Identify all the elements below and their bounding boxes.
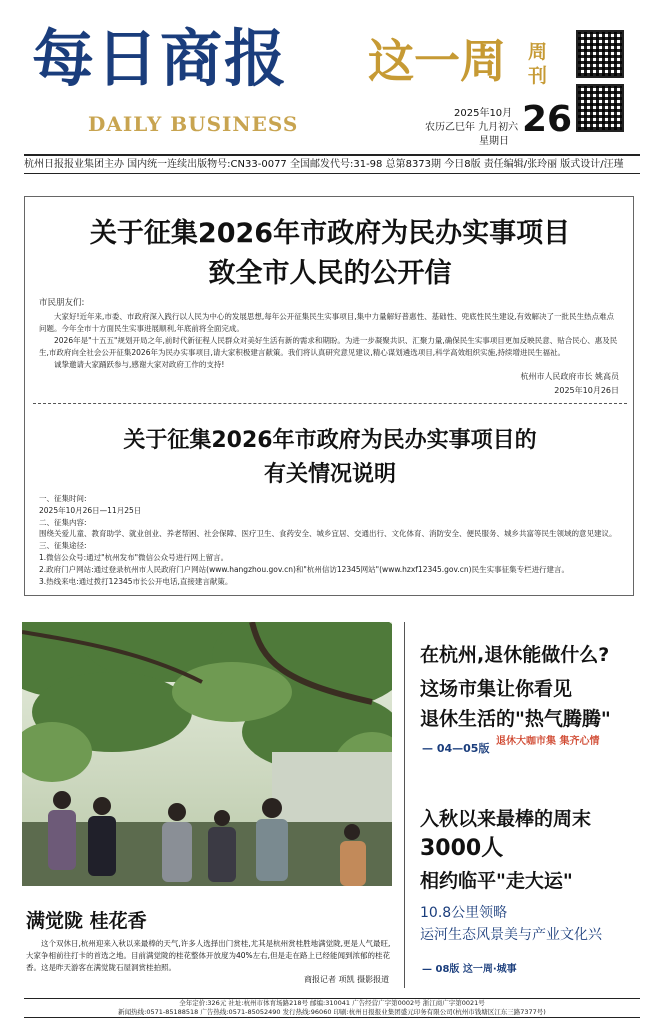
info-line: 二、征集内容: bbox=[39, 517, 87, 527]
story-2-headline: 3000人 bbox=[420, 836, 504, 861]
letter-signature: 杭州市人民政府市长 姚高员 bbox=[520, 372, 619, 381]
footer-line: 新闻热线:0571-85188518 广告热线:0571-85052490 发行热线:96060 印刷:杭州日报报业集团盛元印务有限公司(杭州市钱塘区江东三路7377号) bbox=[118, 1008, 546, 1016]
story-1-headline: 退休生活的"热气腾腾" bbox=[420, 708, 611, 730]
weekly-suffix: 周刊 bbox=[528, 41, 548, 87]
info-title: 关于征集2026年市政府为民办实事项目的 bbox=[123, 428, 537, 453]
story-2-headline: 入秋以来最棒的周末 bbox=[420, 808, 592, 830]
footer-line: 全年定价:326元 社址:杭州市体育场路218号 邮编:310041 广告经营广字第0002号 浙江商广字第0021号 bbox=[179, 999, 485, 1007]
info-line: 2.政府门户网站:通过登录杭州市人民政府门户网站(www.hangzhou.gov.cn)和"杭州信访12345网站"(www.hzxf12345.gov.cn)民生实事征集专栏进行建言。 bbox=[39, 564, 570, 574]
weekly-title: 这一周 bbox=[368, 34, 506, 88]
letter-paragraph: 诚挚邀请大家踊跃参与,感谢大家对政府工作的支持! bbox=[54, 360, 225, 369]
story-1-stamp: 退休大咖市集 集齐心情 bbox=[496, 736, 600, 747]
column-divider bbox=[404, 622, 405, 988]
info-body bbox=[39, 493, 621, 587]
photo-caption-body: 这个双休日,杭州迎来入秋以来最棒的天气,许多人选择出门赏桂,尤其是杭州赏桂胜地满觉陇,更是人气最旺,大家争相前往打卡的首选之地。目前满觉陇的桂花整体开放度为40%左右,但是走在路上已经能闻到浓郁的桂花香。这是昨天游客在满觉陇石屋洞赏桂拍照。 bbox=[26, 939, 391, 972]
weekday: 星期日 bbox=[479, 136, 509, 147]
footer bbox=[24, 998, 640, 1018]
info-subtitle: 有关情况说明 bbox=[263, 462, 396, 487]
letter-date: 2025年10月26日 bbox=[554, 386, 619, 395]
qr-code-icon bbox=[576, 84, 624, 132]
letter-paragraph: 大家好!近年来,市委、市政府深入践行以人民为中心的发展思想,每年公开征集民生实事项目,集中力量解好普惠性、基础性、兜底性民生建设,有效解决了一批民生热点难点问题。今年全市十方面民生实事进展顺利,年底前将全面完成。 bbox=[39, 312, 615, 333]
story-1-headline: 这场市集让你看见 bbox=[420, 678, 573, 700]
info-line: 3.热线来电:通过拨打12345市长公开电话,直接建言献策。 bbox=[39, 576, 233, 586]
story-2-headline: 相约临平"走大运" bbox=[420, 870, 573, 892]
letter-title: 关于征集2026年市政府为民办实事项目 bbox=[89, 218, 571, 249]
dashed-divider bbox=[33, 403, 627, 404]
info-line: 2025年10月26日—11月25日 bbox=[39, 505, 142, 515]
story-2-subhead: 运河生态风景美与产业文化兴 bbox=[420, 927, 602, 943]
photo-caption-title: 满觉陇 桂花香 bbox=[26, 910, 147, 932]
info-line: 一、征集时间: bbox=[39, 494, 87, 503]
masthead-english: DAILY BUSINESS bbox=[88, 112, 299, 136]
notice-box bbox=[24, 196, 634, 596]
letter-greeting: 市民朋友们: bbox=[39, 298, 85, 308]
qr-code-icon bbox=[576, 30, 624, 78]
info-line: 围绕关爱儿童、教育助学、就业创业、养老帮困、社会保障、医疗卫生、食药安全、城乡宜居、交通出行、文化体育、消防安全、便民服务、城乡共富等民生领域的意见建议。 bbox=[39, 529, 617, 539]
letter-subtitle: 致全市人民的公开信 bbox=[208, 258, 452, 289]
masthead-title: 每日商报 bbox=[32, 22, 289, 95]
story-2-subhead: 10.8公里领略 bbox=[420, 905, 508, 921]
story-1-headline: 在杭州,退休能做什么? bbox=[420, 644, 610, 666]
letter-body bbox=[39, 311, 621, 371]
info-line: 1.微信公众号:通过"杭州发布"微信公众号进行网上留言。 bbox=[39, 552, 229, 562]
day-number: 26 bbox=[522, 99, 573, 140]
info-line: 三、征集途径: bbox=[39, 541, 87, 551]
news-photo bbox=[22, 622, 392, 886]
photo-credit: 商报记者 项凯 摄影报道 bbox=[304, 975, 390, 984]
letter-paragraph: 2026年是"十五五"规划开局之年,前时代新征程人民群众对美好生活有新的需求和期盼。为进一步凝聚共识、汇聚力量,确保民生实事项目更加反映民意、贴合民心、惠及民生,市政府向全社会公开征集2026年为民办实事项目,请大家积极建言献策。我们将认真研究意见建议,精心谋划遴选项目,科学高效组织实施,持续增进民生福祉。 bbox=[39, 336, 618, 357]
publication-info-bar: 杭州日报报业集团主办 国内统一连续出版物号:CN33-0077 全国邮发代号:31-98 总第8373期 今日8版 责任编辑/张玲丽 版式设计/汪瑾 bbox=[24, 154, 640, 174]
story-2-page-ref[interactable]: — 08版 这一周·城事 bbox=[422, 964, 517, 975]
story-1-page-ref[interactable]: — 04—05版 bbox=[422, 742, 490, 755]
issue-date: 2025年10月 bbox=[454, 108, 513, 119]
osmanthus-photo-illustration bbox=[22, 622, 392, 886]
lunar-date: 农历乙巳年 九月初六 bbox=[425, 122, 519, 133]
